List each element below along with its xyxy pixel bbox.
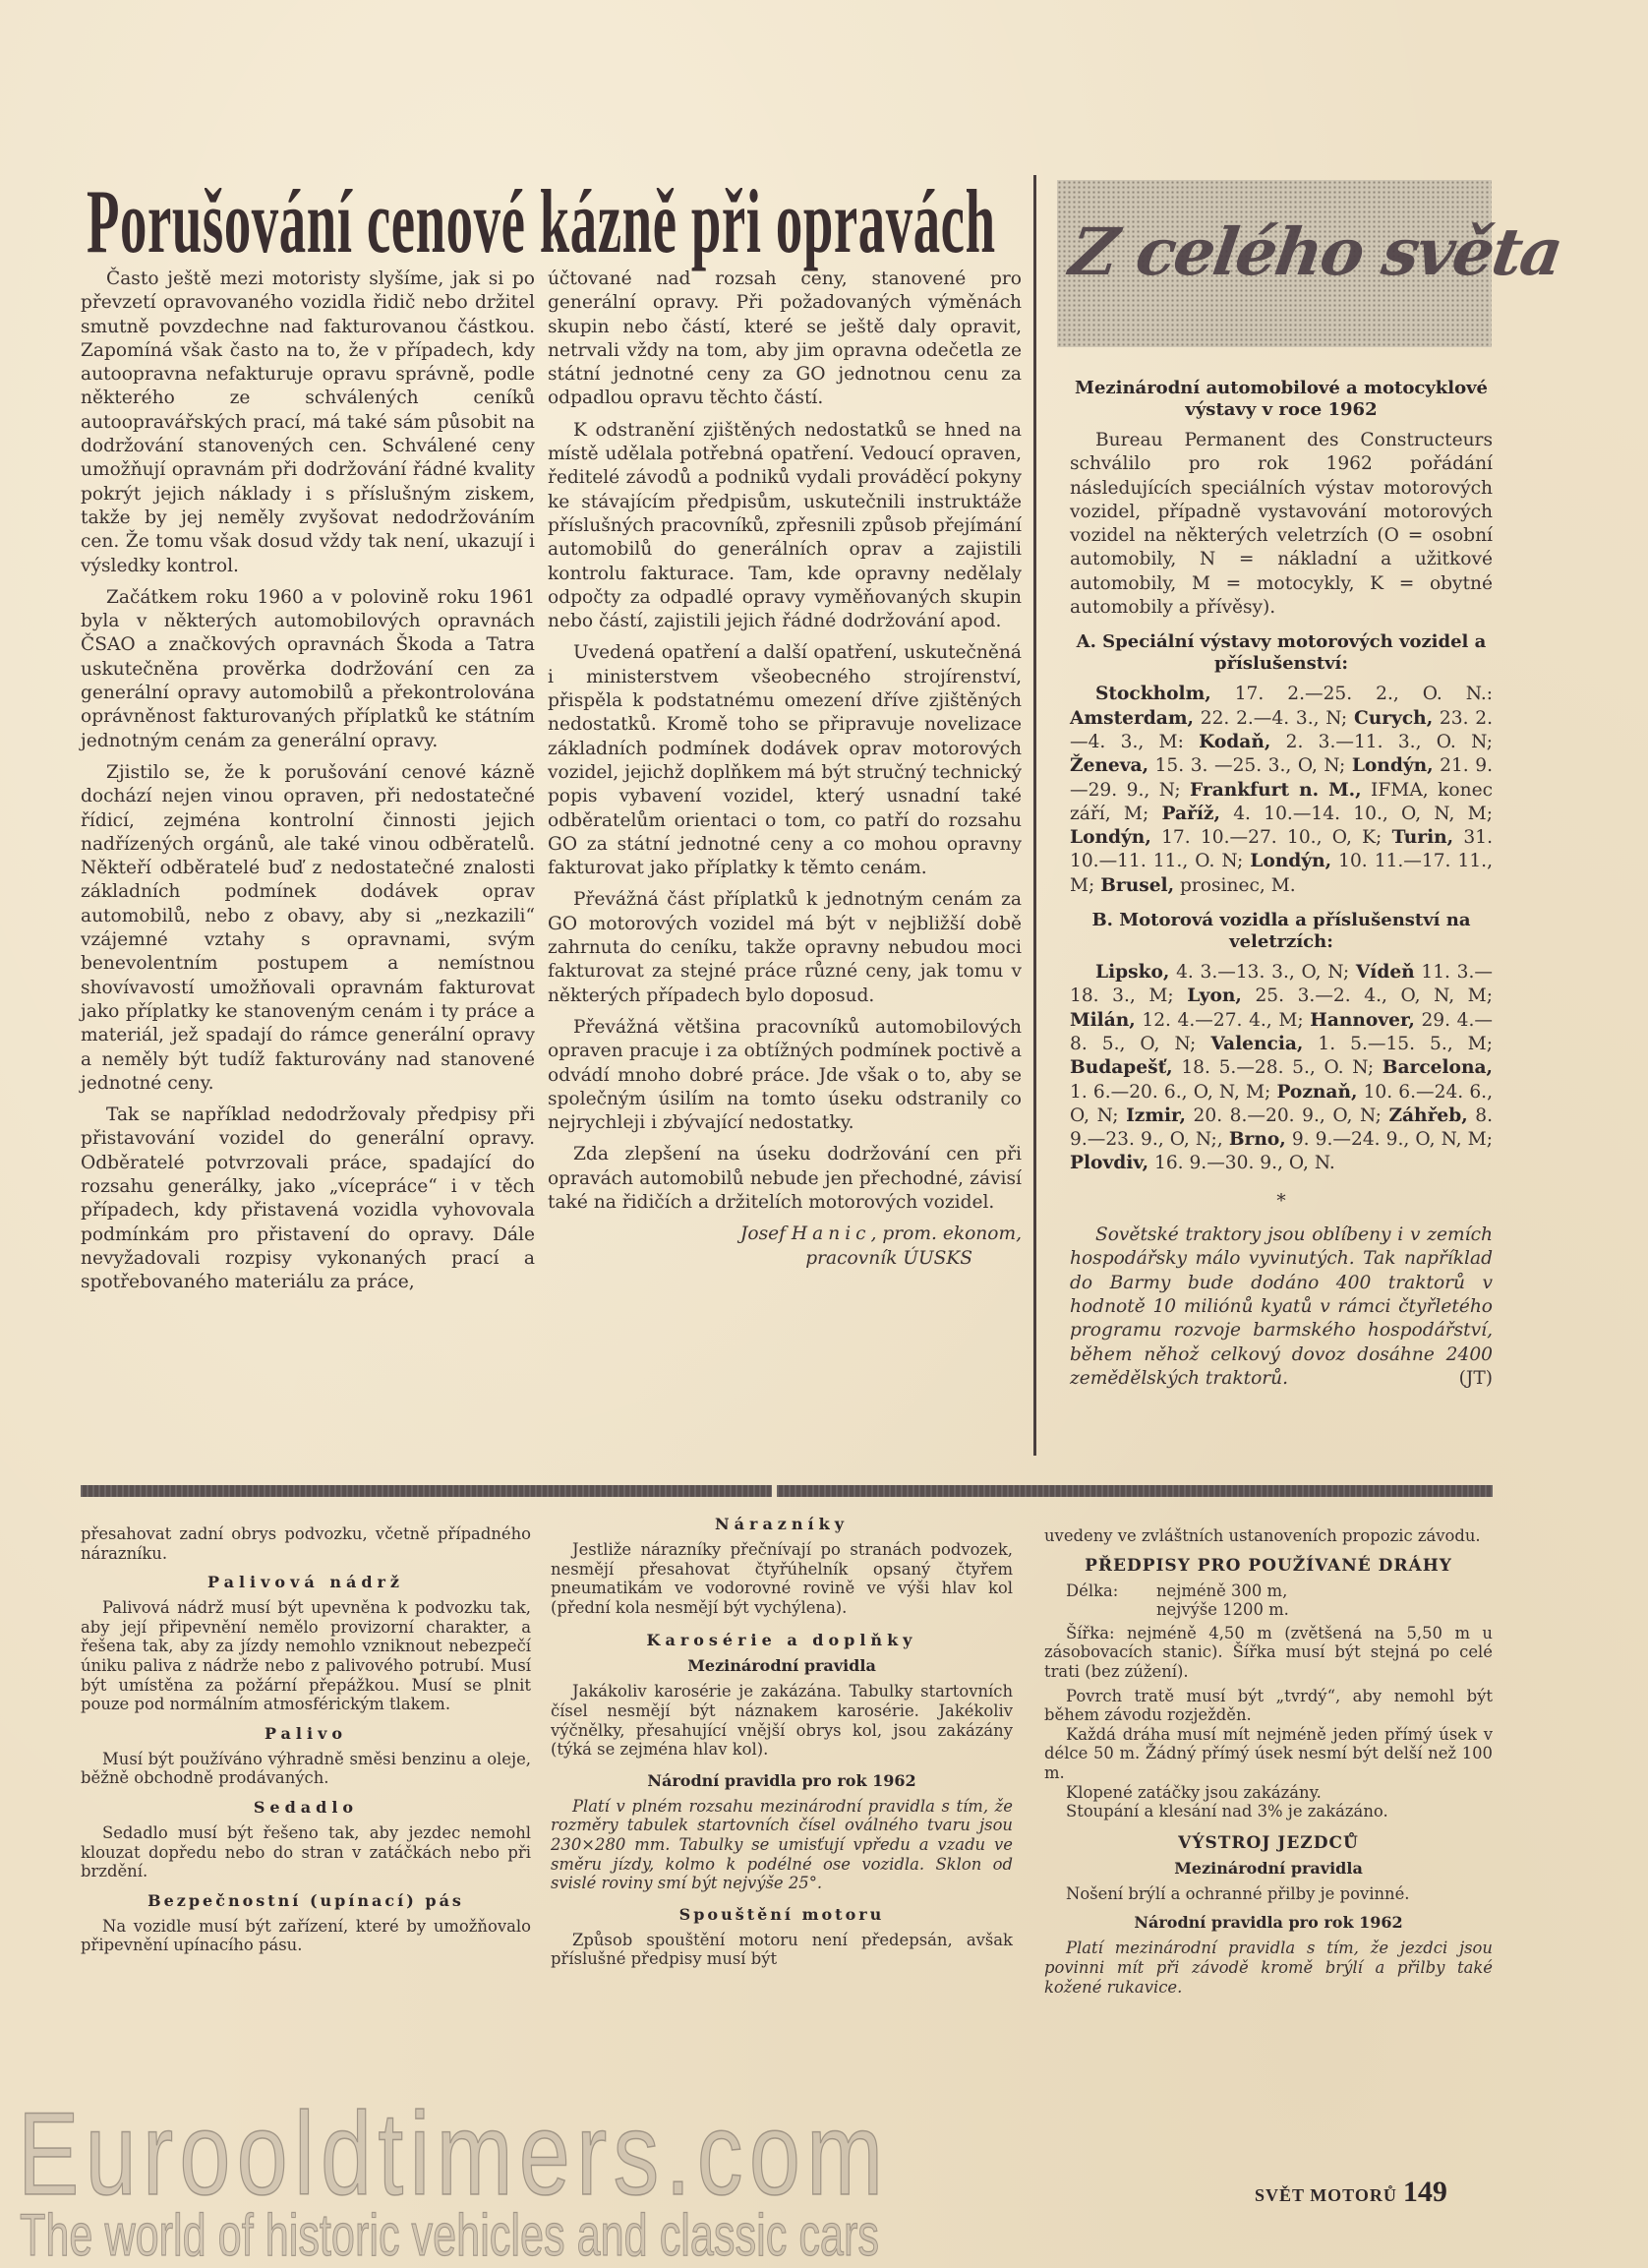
exhibition-city: Paříž, [1161, 803, 1220, 824]
article-paragraph: Často ještě mezi motoristy slyšíme, jak si po převzetí opravovaného vozidla řidič nebo držitel smutně povzdechne nad fakturovanou částkou. Zapomíná však často na to, že v případech, kdy autoopravna nefakturuje opravu správně, podle některého ze schválených ceníků autoopravářských prací, má také sám působit na dodržování stanovených cen. Schválené ceny umožňují opravnám při dodržování řádné kvality pokrýt jejich náklady i s příslušným ziskem, takže by jej neměly zvyšovat nedodržováním cen. Že tomu však dosud vždy tak není, ukazují i výsledky kontrol. [81, 269, 535, 576]
rules-text: Jakákoliv karosérie je zakázána. Tabulky startovních čísel nesmějí být náznakem karosérie. Jakékoliv výčnělky, přesahující vnější obrys kol, jsou zakázány (týká se zejména hlav kol). [551, 1682, 1013, 1760]
article-paragraph: Převážná většina pracovníků automobilových opraven pracuje i za obtížných podmínek poctivě a odvádí mnoho dobré práce. Jde však o to, aby se společným úsilím na tomto úseku odstranily co nejrychleji i zbývající nedostatky. [548, 1016, 1022, 1134]
exhibition-city: Londýn, [1250, 851, 1332, 872]
section-b-list [1070, 961, 1493, 1176]
exhibition-entry [1210, 1034, 1493, 1054]
exhibition-entry [1070, 1057, 1383, 1078]
section-a-heading: A. Speciální výstavy motorových vozidel a příslušenství: [1076, 631, 1487, 675]
author-signature [548, 1223, 1022, 1271]
author-last-name: Hanic [791, 1224, 871, 1245]
rules-heading: PŘEDPISY PRO POUŽÍVANÉ DRÁHY [1085, 1555, 1452, 1576]
exhibition-city: Brno, [1228, 1129, 1286, 1151]
rules-text: Klopené zatáčky jsou zakázány. [1066, 1782, 1322, 1802]
exhibition-city: Londýn, [1351, 755, 1434, 777]
article-paragraph: Zda zlepšení na úseku dodržování cen při opravách automobilů nebude jen přechodné, závisí také na řidičích a držitelích motorových vozidel. [548, 1144, 1022, 1213]
rules-text: Palivová nádrž musí být upevněna k podvozku tak, aby její připevnění nemělo provizorní charakter, a řešena tak, aby za jízdy nemohlo vzniknout nebezpečí úniku paliva z nádrže nebo z palivového potrubí. Musí být umístěna za požární přepážkou. Musí se plnit pouze pod normálním atmosférickým tlakem. [81, 1598, 531, 1714]
exhibition-dates: 4. 3.—13. 3., O, N; [1169, 962, 1356, 984]
rules-text: Každá dráha musí mít nejméně jeden přímý úsek v délce 50 m. Žádný přímý úsek nesmí být delší než 100 m. [1044, 1724, 1493, 1782]
banner-title: Z celého světa [1065, 213, 1566, 290]
rules-subheading: Národní pravidla pro rok 1962 [647, 1770, 916, 1790]
article-paragraph: Začátkem roku 1960 a v polovině roku 1961 byla v některých automobilových opravnách ČSAO a značkových opravnách Škoda a Tatra uskutečněna prověrka dodržování cen za generální opravy automobilů a překontrolována oprávněnost fakturovaných příplatků ke státním jednotným cenám za generální opravy. [81, 586, 535, 751]
length-label: Délka: [1066, 1581, 1119, 1600]
length-max: nejvýše 1200 m. [1156, 1600, 1289, 1620]
author-position: pracovník ÚUSKS [805, 1247, 972, 1269]
rules-text: Na vozidle musí být zařízení, které by umožňovalo připevnění upínacího pásu. [81, 1916, 531, 1955]
rules-subheading: Národní pravidla pro rok 1962 [1134, 1913, 1403, 1933]
article-paragraph: Tak se například nedodržovaly předpisy při přistavování vozidel do generální opravy. Odběratelé potvrzovali práce, spadající do rozsahu generálky, jako „vícepráce“ i v těch případech, kdy přistavená vozidla vyhovovala podmínkám pro přistavení do opravy. Dále nevyžadovali rozpisy vykonaných prací a spotřebovaného materiálu za práce, [81, 1104, 535, 1293]
exhibition-dates: 16. 9.—30. 9., O, N. [1148, 1153, 1335, 1174]
length-min: nejméně 300 m, [1156, 1581, 1288, 1600]
section-banner [1057, 180, 1566, 347]
separator-asterisk: * [1276, 1190, 1286, 1212]
exhibition-city: Curych, [1353, 707, 1434, 729]
article-title: Porušování cenové kázně při opravách [87, 171, 996, 271]
exhibition-dates: 17. 10.—27. 10., O, K; [1150, 827, 1392, 849]
rules-text: uvedeny ve zvláštních ustanoveních propozic závodu. [1044, 1526, 1481, 1545]
exhibition-city: Amsterdam, [1070, 707, 1194, 729]
exhibition-city: Hannover, [1310, 1009, 1415, 1031]
rules-text: Šířka: nejméně 4,50 m (zvětšená na 5,50 m u zásobovacích stanic). Šířka musí být stejná po celé trati (bez zúžení). [1044, 1623, 1493, 1681]
article-paragraph: účtované nad rozsah ceny, stanovené pro generální opravy. Při požadovaných výměnách skupin nebo částí, které se ještě daly opravit, netrvali vždy na tom, aby jim opravna odečetla ze státní jednotné ceny za GO jednotnou cenu za odpadlou opravu těchto částí. [548, 269, 1022, 409]
rules-heading: Karosérie a doplňky [646, 1631, 917, 1650]
rules-subheading: Mezinárodní pravidla [1174, 1858, 1363, 1878]
section-separator-bar [81, 1485, 772, 1497]
author-title: , prom. ekonom, [870, 1224, 1022, 1245]
rules-heading: Nárazníky [715, 1515, 849, 1533]
exhibition-dates: 1. 6.—20. 6., O, N, M; [1070, 1081, 1277, 1103]
rules-text: Platí mezinárodní pravidla s tím, že jezdci jsou povinni mít při závodě kromě brýlí a přilby také kožené rukavice. [1044, 1939, 1493, 1997]
exhibition-dates: 12. 4.—27. 4., M; [1135, 1009, 1311, 1031]
author-first-name: Josef [739, 1224, 786, 1245]
exhibition-dates: prosinec, M. [1174, 874, 1296, 896]
rules-heading: VÝSTROJ JEZDCŮ [1178, 1832, 1359, 1853]
section-separator-bar [777, 1485, 1493, 1497]
rules-heading: Palivo [264, 1723, 348, 1743]
exhibition-dates: 15. 3. —25. 3., O, N; [1148, 755, 1352, 777]
magazine-name: SVĚT MOTORŮ [1255, 2185, 1397, 2205]
exhibition-dates: 18. 5.—28. 5., O. N; [1172, 1057, 1383, 1079]
exhibition-city: Lyon, [1187, 985, 1242, 1007]
exhibition-entry [1095, 684, 1493, 704]
exhibition-dates: 31. 10.—11. 11., O. N; [1070, 827, 1493, 872]
rules-column-3 [1044, 1526, 1493, 2001]
sidebar-intro: Bureau Permanent des Constructeurs schválilo pro rok 1962 pořádání následujících speciálních výstav motorových vozidel, případně vystavování motorových vozidel na některých veletrzích (O = osobní automobily, N = nákladní a užitkové automobily, M = motocykly, K = obytné automobily a přívěsy). [1070, 430, 1493, 619]
rules-text: Sedadlo musí být řešeno tak, aby jezdec nemohl klouzat dopředu nebo do stran v zatáčkách nebo při brzdění. [81, 1822, 531, 1881]
exhibition-city: Lipsko, [1095, 962, 1170, 984]
rules-column-1 [81, 1524, 531, 1960]
exhibition-city: Frankfurt n. M., [1190, 779, 1362, 801]
note-author: (JT) [1458, 1367, 1493, 1389]
exhibition-city: Poznaň, [1276, 1081, 1358, 1103]
exhibition-city: Brusel, [1100, 874, 1175, 896]
article-paragraph: Převážná část příplatků k jednotným cenám za GO motorových vozidel má být v nejbližší době zahrnuta do ceníku, takže opravny nebudou moci fakturovat za stejné práce různé ceny, jak tomu v některých případech bylo doposud. [548, 889, 1022, 1006]
exhibition-entry [1162, 804, 1493, 824]
exhibition-entry [1070, 1010, 1310, 1031]
exhibition-entry [1199, 732, 1493, 752]
exhibition-city: Londýn, [1070, 827, 1151, 849]
rules-text: Povrch tratě musí být „tvrdý“, aby nemohl být během závodu rozježděn. [1044, 1686, 1493, 1725]
exhibition-dates: 17. 2.—25. 2., O. N.: [1210, 684, 1493, 705]
note-text: Sovětské traktory jsou oblíbeny i v zemích hospodářsky málo vyvinutých. Tak například do Barmy bude dodáno 400 traktorů v hodnotě 10 miliónů kyatů v rámci čtyřletého programu rozvoje barmského hospodářství, během něhož celkový dovoz dosáhne 2400 zemědělských traktorů. [1070, 1224, 1493, 1389]
exhibition-dates: 10. 11.—17. 11., M; [1070, 851, 1493, 896]
section-b-heading: B. Motorová vozidla a příslušenství na veletrzích: [1091, 910, 1471, 953]
exhibition-dates: 21. 9.—29. 9., N; [1070, 755, 1493, 801]
page-number: 149 [1402, 2176, 1447, 2208]
exhibition-dates: 4. 10.—14. 10., O, N, M; [1219, 803, 1493, 824]
exhibition-dates: 20. 8.—20. 9., O, N; [1185, 1104, 1389, 1126]
exhibition-entry [1070, 755, 1352, 776]
section-a-list [1070, 683, 1493, 898]
exhibition-entry [1095, 962, 1356, 983]
rules-heading: Spouštění motoru [678, 1904, 885, 1924]
exhibition-entry [1187, 985, 1493, 1006]
exhibition-dates: 2. 3.—11. 3., O. N; [1270, 731, 1493, 752]
exhibition-dates: 11. 3.—18. 3., M; [1070, 962, 1493, 1007]
exhibition-dates: 23. 2.—4. 3., M: [1070, 707, 1493, 752]
page-footer [1255, 2176, 1447, 2209]
article-column-2 [548, 268, 1022, 1271]
watermark-logo: Eurooldtimers.com [18, 2088, 890, 2220]
exhibition-city: Valencia, [1210, 1033, 1304, 1054]
column-divider [1033, 175, 1036, 1456]
exhibition-dates: 22. 2.—4. 3., N; [1193, 707, 1354, 729]
rules-subheading: Mezinárodní pravidla [687, 1656, 876, 1676]
exhibition-city: Izmir, [1126, 1104, 1186, 1126]
watermark-tagline: The world of historic vehicles and classic cars [20, 2202, 879, 2268]
exhibition-entry [1229, 1129, 1493, 1150]
rules-text: Nošení brýlí a ochranné přilby je povinné. [1066, 1883, 1410, 1903]
exhibition-dates: 10. 6.—24. 6., O, N; [1070, 1081, 1493, 1126]
exhibition-dates: 1. 5.—15. 5., M; [1303, 1033, 1493, 1054]
rules-text: Jestliže nárazníky přečnívají po stranách podvozek, nesmějí přesahovat čtyřúhelník opsaný čtyřem pneumatikám ve vodorovné rovině ve výši hlav kol (přední kola nesmějí být vychýlena). [551, 1540, 1013, 1617]
exhibition-entry [1070, 1153, 1335, 1173]
rules-heading: Sedadlo [253, 1797, 359, 1817]
article-paragraph: Uvedená opatření a další opatření, uskutečněná i ministerstvem všeobecného strojírenství, přispěla k podstatnému omezení dříve zjištěných nedostatků. Kromě toho se připravuje novelizace základních podmínek dodávek oprav motorových vozidel, jejichž doplňkem má být stručný technický popis vybavení vozidel, který usnadní také odběratelům orientaci o tom, co patří do rozsahu GO za státní jednotné ceny a co mohou opravny fakturovat jako příplatky k těmto cenám. [548, 642, 1022, 879]
exhibition-dates: 8. 9.—23. 9., O, N;, [1070, 1104, 1493, 1151]
exhibition-dates: 25. 3.—2. 4., O, N, M; [1241, 985, 1493, 1007]
article-column-1 [81, 268, 535, 1302]
exhibition-entry [1100, 875, 1295, 896]
length-rule [1044, 1582, 1493, 1620]
article-paragraph: Zjistilo se, že k porušování cenové kázně dochází nejen vinou opraven, při nedostatečné řídicí, zejména kontrolní činnosti jejich nadřízených orgánů, ale také vinou odběratelů. Někteří odběratelé buď z nedostatečné znalosti základních podmínek dodávek oprav automobilů, nebo z obavy, aby si „nezkazili“ vzájemné vztahy s opravnami, svým benevolentním postupem a nemístnou shovívavostí umožňovali opravnám fakturovat jako příplatky ke stanoveným cenám i ty práce a materiál, jež spadají do rámce generální opravy a neměly být tudíž fakturovány nad stanovené jednotné ceny. [81, 761, 535, 1094]
exhibition-city: Kodaň, [1199, 731, 1271, 752]
rules-text: Platí v plném rozsahu mezinárodní pravidla s tím, že rozměry tabulek startovních čísel oválného tvaru jsou 230×280 mm. Tabulky se umisťují vpředu a vzadu ve směru jízdy, kolmo k podélné ose vozidla. Sklon od svislé roviny smí být nejvýše 25°. [551, 1796, 1013, 1893]
exhibition-city: Turin, [1391, 827, 1454, 849]
exhibition-dates: 29. 4.—8. 5., O, N; [1070, 1009, 1493, 1054]
exhibition-dates: 9. 9.—24. 9., O, N, M; [1285, 1129, 1493, 1151]
sidebar-note [1070, 1224, 1493, 1391]
exhibition-city: Záhřeb, [1388, 1104, 1468, 1126]
sidebar-heading: Mezinárodní automobilové a motocyklové výstavy v roce 1962 [1075, 378, 1488, 420]
exhibition-city: Milán, [1070, 1009, 1136, 1031]
rules-heading: Bezpečnostní (upínací) pás [147, 1890, 464, 1910]
exhibition-entry [1070, 827, 1392, 848]
exhibition-city: Barcelona, [1382, 1057, 1493, 1079]
sidebar-news [1070, 378, 1493, 1403]
article-paragraph: K odstranění zjištěných nedostatků se hned na místě udělala potřebná opatření. Vedoucí opraven, ředitelé závodů a podniků vydali prováděcí pokyny ke stávajícím předpisům, uskutečnili instruktáže příslušných pracovníků, zpřesnili způsob přejímání automobilů do generálních oprav a zajistili kontrolu fakturace. Tam, kde opravny nedělaly odpočty za odpadlé opravy vyměňovaných skupin nebo částí, zajistili jejich řádné dodržování apod. [548, 419, 1022, 632]
exhibition-entry [1126, 1105, 1388, 1126]
exhibition-city: Budapešť, [1070, 1057, 1173, 1079]
exhibition-entry [1070, 708, 1354, 729]
rules-column-2 [551, 1505, 1013, 1974]
exhibition-dates: IFMA, konec září, M; [1070, 779, 1493, 824]
rules-text: Způsob spouštění motoru není předepsán, avšak příslušné předpisy musí být [551, 1930, 1013, 1969]
exhibition-city: Ženeva, [1070, 755, 1149, 777]
exhibition-city: Stockholm, [1095, 684, 1211, 705]
exhibition-city: Vídeň [1355, 962, 1415, 984]
rules-text: Musí být používáno výhradně směsi benzinu a oleje, běžně obchodně prodávaných. [81, 1749, 531, 1788]
rules-heading: Palivová nádrž [206, 1573, 405, 1592]
exhibition-city: Plovdiv, [1070, 1153, 1149, 1174]
rules-text: přesahovat zadní obrys podvozku, včetně případného nárazníku. [81, 1524, 531, 1563]
rules-text: Stoupání a klesání nad 3% je zakázáno. [1066, 1802, 1388, 1821]
